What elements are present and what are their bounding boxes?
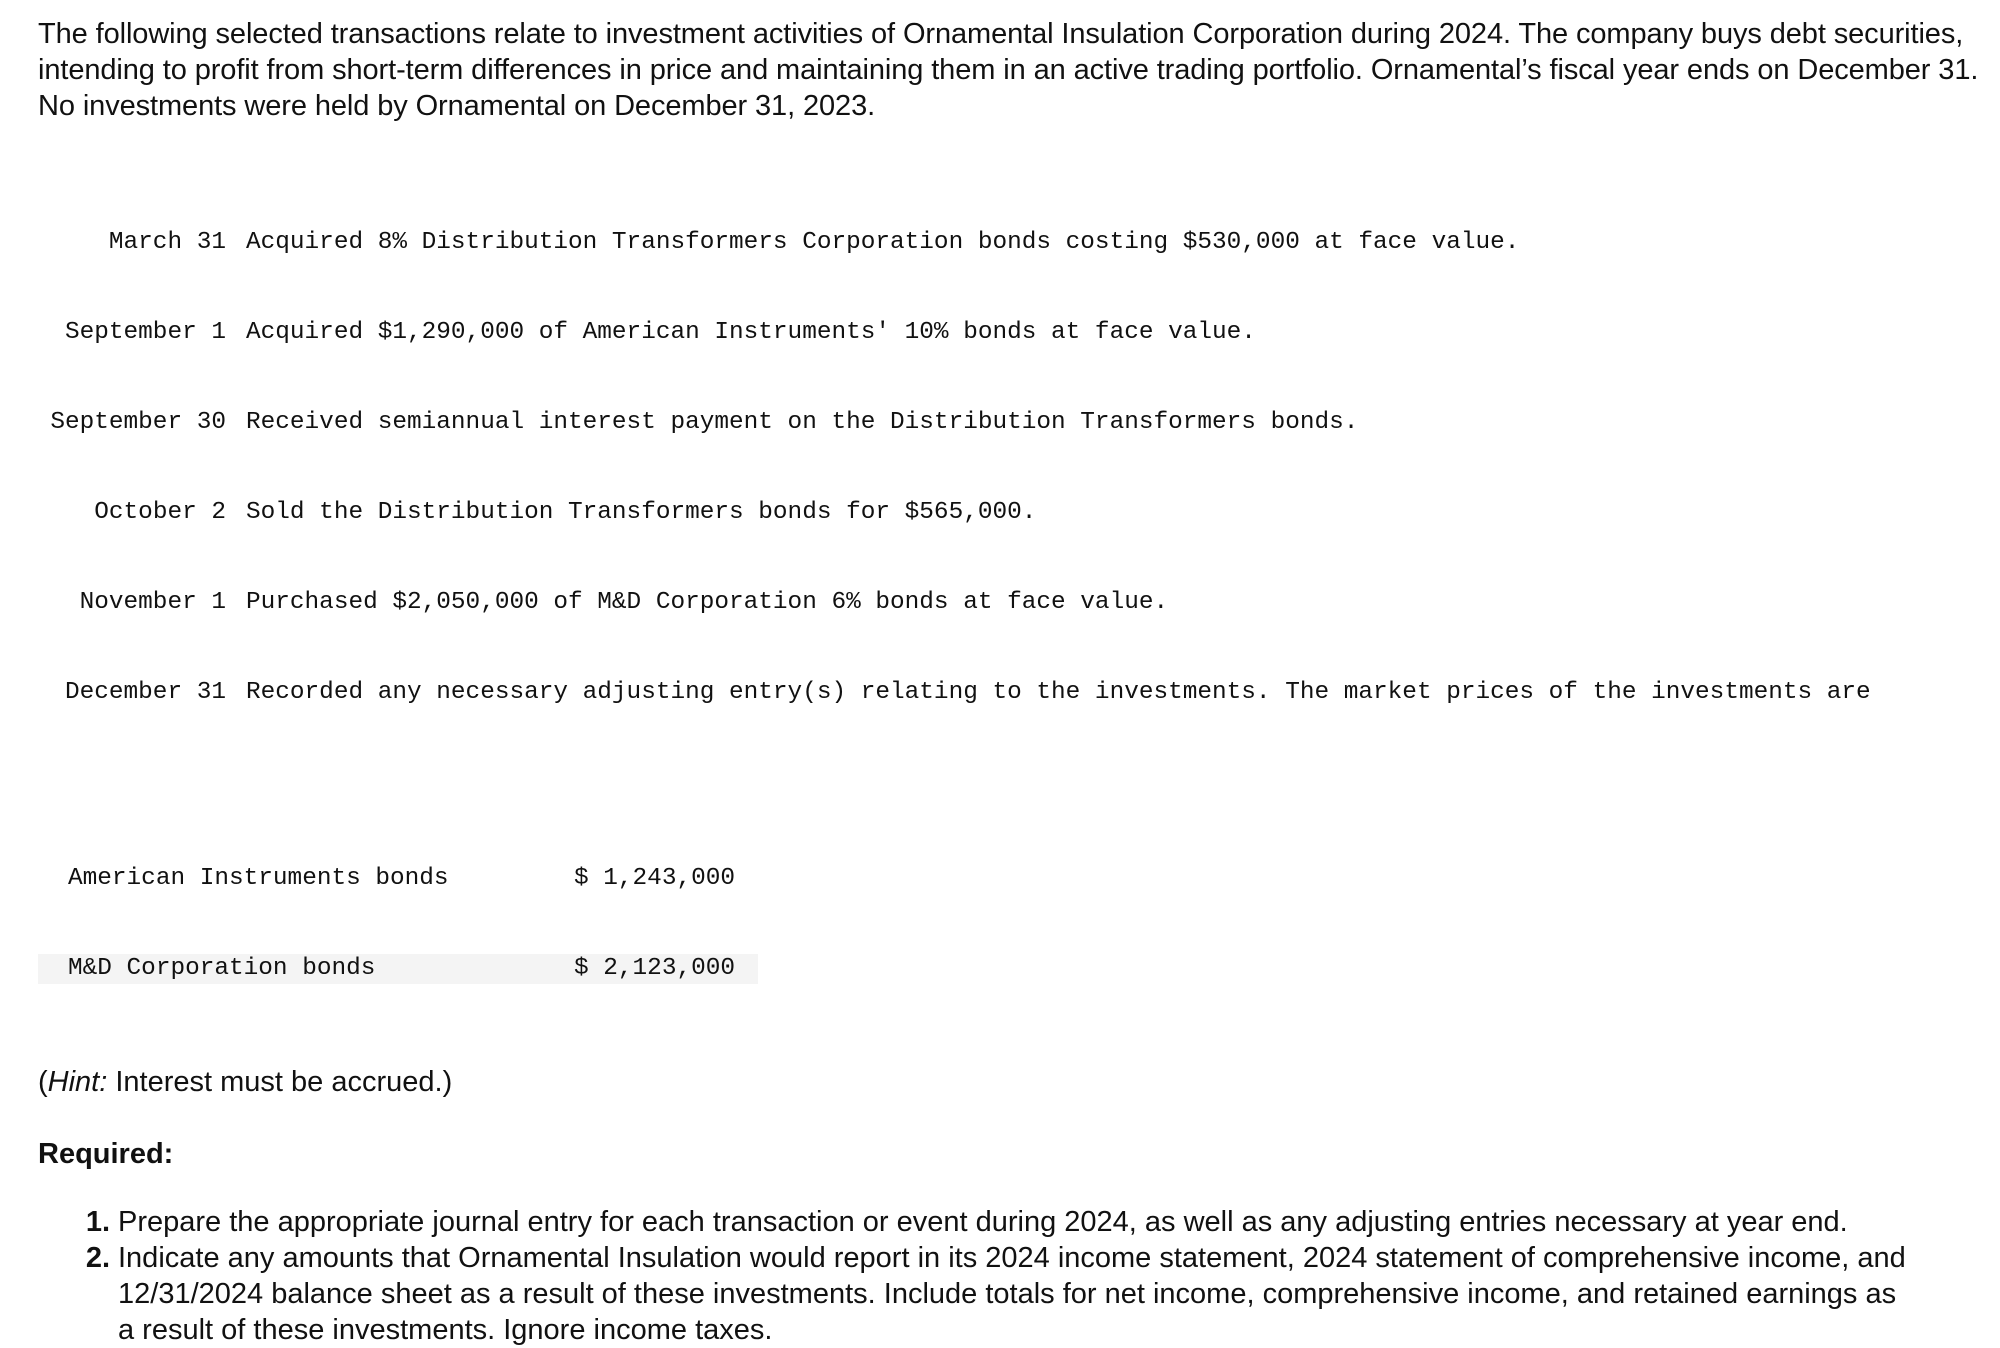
required-heading: Required: <box>38 1138 174 1170</box>
transaction-row <box>38 408 1988 438</box>
market-price-row <box>38 864 758 894</box>
hint-body: Interest must be accrued.) <box>107 1066 453 1098</box>
hint-text: (Hint: Interest must be accrued.) <box>38 1066 453 1098</box>
transaction-description: Sold the Distribution Transformers bonds for $565,000. <box>246 499 1037 526</box>
market-prices-table <box>38 804 758 1044</box>
transaction-date: September 30 <box>50 409 226 436</box>
requirement-item <box>38 1204 1988 1240</box>
transaction-row <box>38 498 1988 528</box>
requirement-item <box>38 1240 1988 1348</box>
hint-label: Hint: <box>47 1066 108 1098</box>
problem-page <box>38 16 1988 1348</box>
transaction-row <box>38 228 1988 258</box>
transaction-description: Acquired 8% Distribution Transformers Corporation bonds costing $530,000 at face value. <box>246 229 1520 256</box>
transactions-list <box>38 168 1988 768</box>
transaction-row <box>38 678 1988 708</box>
intro-paragraph: The following selected transactions relate to investment activities of Ornamental Insulation Corporation during 2024. The company buys debt securities, intending to profit from short-term differences in price and maintaining them in an active trading portfolio. Ornamental’s fiscal year ends on December 31. No investments were held by Ornamental on December 31, 2023. <box>38 18 1979 122</box>
investment-market-price: $ 1,243,000 <box>574 865 736 892</box>
transaction-date: September 1 <box>64 319 226 346</box>
transaction-date: October 2 <box>94 499 226 526</box>
transaction-row <box>38 588 1988 618</box>
transaction-description: Received semiannual interest payment on the Distribution Transformers bonds. <box>246 409 1359 436</box>
requirement-number: 1. <box>85 1206 110 1238</box>
requirement-text: Indicate any amounts that Ornamental Insulation would report in its 2024 income statement, 2024 statement of comprehensive income, and 12/31/2024 balance sheet as a result of these investments. Include totals for net income, comprehensive income, and retained earnings as a result of these investments. Ignore income taxes. <box>118 1242 1906 1346</box>
transaction-description: Acquired $1,290,000 of American Instruments' 10% bonds at face value. <box>246 319 1256 346</box>
market-price-row <box>38 954 758 984</box>
investment-name: M&D Corporation bonds <box>68 955 376 982</box>
transaction-description: Recorded any necessary adjusting entry(s) relating to the investments. The market prices of the investments are <box>246 679 1871 706</box>
requirement-number: 2. <box>85 1242 110 1274</box>
transaction-date: March 31 <box>108 229 226 256</box>
transaction-date: December 31 <box>64 679 226 706</box>
investment-market-price: $ 2,123,000 <box>574 955 736 982</box>
transaction-date: November 1 <box>79 589 226 616</box>
requirements-list <box>38 1204 1988 1348</box>
transaction-description: Purchased $2,050,000 of M&D Corporation 6% bonds at face value. <box>246 589 1169 616</box>
transaction-row <box>38 318 1988 348</box>
requirement-text: Prepare the appropriate journal entry for each transaction or event during 2024, as well as any adjusting entries necessary at year end. <box>118 1206 1848 1238</box>
investment-name: American Instruments bonds <box>68 865 449 892</box>
